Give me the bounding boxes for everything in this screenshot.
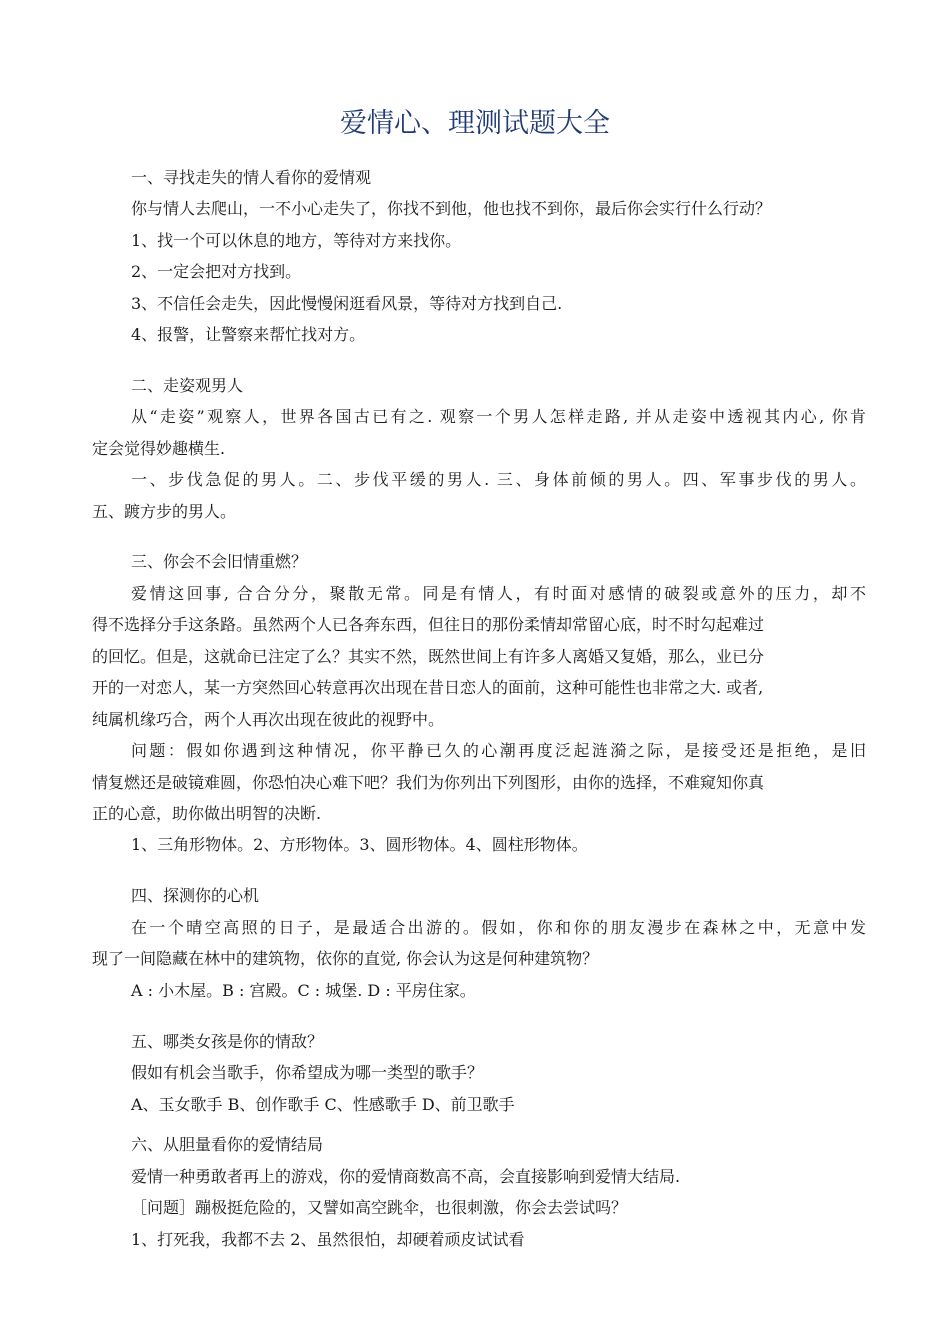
section-2-intro-line: 定会觉得妙趣横生. (92, 439, 226, 458)
section-3-question-line: 正的心意，助你做出明智的决断. (92, 804, 322, 823)
section-3-paragraph-line: 得不选择分手这条路。虽然两个人已各奔东西，但往日的那份柔情却常留心底，时不时勾起难过 (92, 615, 765, 634)
section-3-heading: 三、你会不会旧情重燃？ (131, 552, 308, 571)
section-5-options: A、玉女歌手 B、创作歌手 C、性感歌手 D、前卫歌手 (131, 1095, 515, 1114)
section-1-option: 4、报警，让警察来帮忙找对方。 (131, 325, 366, 344)
section-3-paragraph-line: 爱情这回事, 合合分分，聚散无常。同是有情人，有时面对感情的破裂或意外的压力，却不 (131, 584, 866, 603)
section-6-question: ［问题］蹦极挺危险的，又譬如高空跳伞，也很刺激，你会去尝试吗？ (131, 1198, 628, 1217)
section-1-option: 1、找一个可以休息的地方，等待对方来找你。 (131, 231, 462, 250)
section-6-intro: 爱情一种勇敢者再上的游戏，你的爱情商数高不高，会直接影响到爱情大结局. (131, 1167, 681, 1186)
section-3-options: 1、三角形物体。2、方形物体。3、圆形物体。4、圆柱形物体。 (131, 835, 588, 854)
section-4-options: A : 小木屋。B : 宫殿。C : 城堡. D : 平房住家。 (131, 981, 476, 1000)
section-5-question: 假如有机会当歌手，你希望成为哪一类型的歌手？ (131, 1063, 484, 1082)
section-4-question-line: 现了一间隐藏在林中的建筑物，依你的直觉, 你会认为这是何种建筑物？ (92, 949, 599, 968)
section-2-options-line: 五、踱方步的男人。 (92, 502, 237, 521)
section-3-paragraph-line: 开的一对恋人，某一方突然回心转意再次出现在昔日恋人的面前，这种可能性也非常之大. 或者, (92, 678, 764, 697)
section-4-heading: 四、探测你的心机 (131, 886, 260, 905)
section-1-heading: 一、寻找走失的情人看你的爱情观 (131, 168, 372, 187)
section-1-question: 你与情人去爬山，一不小心走失了，你找不到他，他也找不到你，最后你会实行什么行动？ (131, 199, 772, 218)
section-2-options-line: 一、步伐急促的男人。二、步伐平缓的男人. 三、身体前倾的男人。四、军事步伐的男人。 (131, 470, 866, 489)
section-1-option: 3、不信任会走失，因此慢慢闲逛看风景，等待对方找到自己. (131, 294, 563, 313)
section-3-paragraph-line: 的回忆。但是，这就命已注定了么？其实不然，既然世间上有许多人离婚又复婚，那么，业已分 (92, 647, 765, 666)
section-3-paragraph-line: 纯属机缘巧合，两个人再次出现在彼此的视野中。 (92, 710, 445, 729)
section-1-option: 2、一定会把对方找到。 (131, 262, 302, 281)
section-3-question-line: 问题：假如你遇到这种情况，你平静已久的心潮再度泛起涟漪之际，是接受还是拒绝，是旧 (131, 741, 866, 760)
section-6-options: 1、打死我，我都不去 2、虽然很怕，却硬着顽皮试试看 (131, 1230, 525, 1249)
section-2-intro-line: 从“走姿”观察人，世界各国古已有之. 观察一个男人怎样走路, 并从走姿中透视其内心, 你肯 (131, 407, 866, 426)
section-3-question-line: 情复燃还是破镜难圆，你恐怕决心难下吧？我们为你列出下列图形，由你的选择，不难窥知你真 (92, 773, 765, 792)
section-4-question-line: 在一个晴空高照的日子，是最适合出游的。假如，你和你的朋友漫步在森林之中，无意中发 (131, 918, 866, 937)
section-2-heading: 二、走姿观男人 (131, 376, 244, 395)
document-title: 爱情心、理测试题大全 (340, 108, 610, 139)
section-6-heading: 六、从胆量看你的爱情结局 (131, 1135, 324, 1154)
section-5-heading: 五、哪类女孩是你的情敌？ (131, 1032, 324, 1051)
